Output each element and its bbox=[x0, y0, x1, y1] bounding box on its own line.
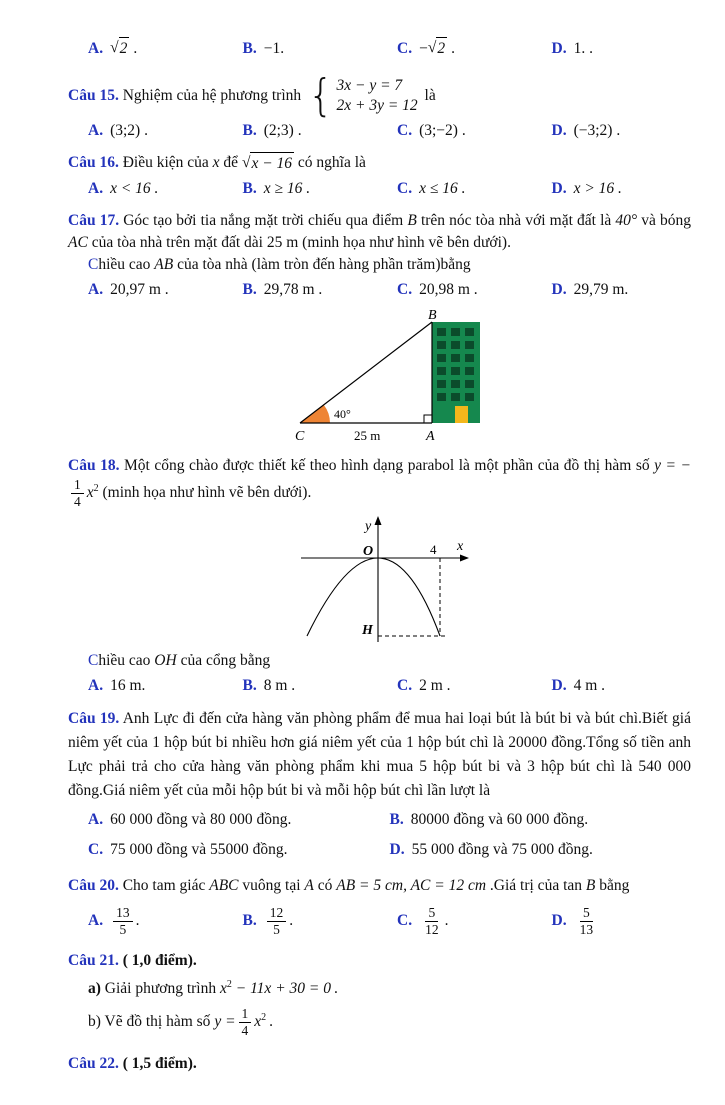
option-text: x < 16 . bbox=[110, 179, 159, 197]
question-17-stem bbox=[68, 210, 691, 254]
option-text: −1. bbox=[263, 39, 285, 57]
question-21 bbox=[68, 950, 691, 1039]
q17-option-b bbox=[243, 279, 398, 301]
question-16-stem bbox=[68, 152, 691, 175]
fraction bbox=[71, 477, 84, 510]
sentence-period: . bbox=[333, 979, 338, 997]
points-note: ( 1,5 điểm). bbox=[122, 1054, 197, 1072]
sqrt-expression bbox=[110, 37, 129, 60]
question-20 bbox=[68, 875, 691, 938]
lead-letter: C bbox=[88, 651, 99, 669]
right-angle-marker bbox=[424, 415, 432, 423]
question-18 bbox=[68, 455, 691, 697]
points-note: ( 1,0 điểm). bbox=[122, 951, 197, 969]
option-text: (3;−2) . bbox=[419, 121, 466, 139]
question-label: Câu 16. bbox=[68, 153, 119, 171]
sqrt-sign: √ bbox=[427, 39, 437, 56]
option-label: B. bbox=[242, 179, 257, 197]
q17-option-a bbox=[88, 279, 243, 301]
option-text: 60 000 đồng và 80 000 đồng. bbox=[110, 810, 292, 828]
option-label: D. bbox=[551, 280, 567, 298]
parabola-curve bbox=[307, 558, 440, 636]
equation-variable: x bbox=[219, 979, 227, 997]
triangle-hypotenuse bbox=[300, 322, 432, 423]
subline-text: hiều cao bbox=[98, 651, 151, 669]
question-label: Câu 19. bbox=[68, 709, 120, 727]
part-a-label: a) bbox=[88, 979, 101, 997]
question-text-tail: bằng bbox=[599, 876, 630, 894]
fraction-denominator: 5 bbox=[273, 921, 280, 937]
option-text: 20,98 m . bbox=[419, 280, 478, 298]
q20-option-b bbox=[243, 905, 398, 938]
q17-options bbox=[68, 279, 691, 301]
point-H-label: H bbox=[362, 622, 373, 638]
equation-rest: − 11x + 30 = 0 bbox=[235, 979, 331, 997]
option-label: C. bbox=[397, 39, 413, 57]
option-text: 55 000 đồng và 75 000 đồng. bbox=[411, 840, 593, 858]
question-21b bbox=[68, 1006, 691, 1039]
part-a-text: Giải phương trình bbox=[104, 979, 217, 997]
sentence-period: . bbox=[269, 1012, 274, 1030]
option-text: 20,97 m . bbox=[110, 280, 169, 298]
option-label: A. bbox=[88, 676, 104, 694]
lead-letter: C bbox=[88, 255, 99, 273]
option-label: D. bbox=[389, 840, 405, 858]
question-label: Câu 17. bbox=[68, 211, 120, 229]
question-22 bbox=[68, 1053, 691, 1075]
question-text: trên nóc tòa nhà với mặt đất là bbox=[420, 211, 612, 229]
option-label: A. bbox=[88, 280, 104, 298]
option-text: 2 m . bbox=[419, 676, 451, 694]
question-text: Điều kiện của bbox=[122, 153, 209, 171]
q14-option-c bbox=[397, 37, 552, 60]
fraction-numerator: 1 bbox=[239, 1006, 252, 1023]
formula-variable: x bbox=[86, 483, 94, 501]
q15-option-a bbox=[88, 120, 243, 142]
formula-prefix: y = bbox=[214, 1012, 236, 1030]
question-16 bbox=[68, 152, 691, 200]
fraction bbox=[577, 905, 597, 938]
subline-text: hiều cao bbox=[98, 255, 151, 273]
option-text: 1. . bbox=[573, 39, 593, 57]
q15-option-b bbox=[243, 120, 398, 142]
q17-option-d bbox=[552, 279, 629, 301]
variable-x: x bbox=[212, 153, 220, 171]
sqrt-sign: √ bbox=[241, 153, 251, 171]
q20-option-c bbox=[397, 905, 552, 938]
option-label: B. bbox=[242, 39, 257, 57]
question-label: Câu 15. bbox=[68, 87, 119, 105]
q15-option-d bbox=[552, 120, 621, 142]
question-18-stem bbox=[68, 455, 691, 510]
tick-4-label: 4 bbox=[430, 541, 437, 557]
option-text: (2;3) . bbox=[263, 121, 302, 139]
option-label: B. bbox=[242, 121, 257, 139]
q16-option-a bbox=[88, 178, 243, 200]
x-axis-label: x bbox=[457, 538, 464, 554]
vertex-A-label: A bbox=[426, 428, 435, 444]
fraction-numerator: 5 bbox=[580, 905, 593, 922]
point-B: B bbox=[407, 211, 417, 229]
q18-option-c bbox=[397, 675, 552, 697]
question-22-title bbox=[68, 1053, 691, 1075]
angle-B: B bbox=[585, 876, 596, 894]
question-label: Câu 21. bbox=[68, 951, 119, 969]
sqrt-radicand: 2 bbox=[436, 37, 447, 60]
segment-AB: AB bbox=[154, 255, 174, 273]
question-label: Câu 22. bbox=[68, 1054, 119, 1072]
sqrt-expression bbox=[242, 152, 294, 175]
fraction bbox=[239, 1006, 252, 1039]
q15-option-c bbox=[397, 120, 552, 142]
segment-OH: OH bbox=[154, 651, 177, 669]
option-label: A. bbox=[88, 912, 104, 930]
option-label: A. bbox=[88, 39, 104, 57]
option-text: 16 m. bbox=[110, 676, 146, 694]
q20-option-a bbox=[88, 905, 243, 938]
option-label: A. bbox=[88, 810, 104, 828]
base-length-label: 25 m bbox=[354, 427, 381, 443]
option-label: A. bbox=[88, 121, 104, 139]
option-text: x ≥ 16 . bbox=[263, 179, 311, 197]
question-text: vuông tại bbox=[242, 876, 301, 894]
option-text: 8 m . bbox=[263, 676, 296, 694]
question-text: để bbox=[223, 153, 239, 171]
option-label: C. bbox=[88, 840, 104, 858]
question-15-stem bbox=[68, 71, 691, 122]
vertex-A: A bbox=[304, 876, 314, 894]
question-text: Anh Lực đi đến cửa hàng văn phòng phẩm để mua hai loại bút là bút bi và bút chì.Biết giá niêm yết của 1 hộp bút bi nhiều hơn giá niêm yết của 1 hộp bút chì là 20000 đồng.Tổng số tiền anh Lực phải trả cho cửa hàng văn phòng phẩm khi mua 5 hộp bút bi và 3 hộp bút chì là 540 000 đồng.Giá niêm yết của mỗi hộp bút bi và mỗi hộp bút chì lần lượt là bbox=[68, 709, 691, 799]
option-text: (−3;2) . bbox=[573, 121, 621, 139]
q18-option-b bbox=[243, 675, 398, 697]
segment-AC: AC bbox=[68, 233, 88, 251]
q18-options bbox=[68, 675, 691, 697]
q20-options bbox=[68, 905, 691, 938]
y-axis-arrow bbox=[375, 516, 382, 525]
fraction-numerator: 13 bbox=[113, 905, 133, 922]
option-label: D. bbox=[551, 121, 567, 139]
question-17-subline bbox=[68, 254, 691, 276]
question-text: và bóng bbox=[641, 211, 692, 229]
question-text-tail: có nghĩa là bbox=[297, 153, 366, 171]
equation-2: 2x + 3y = 12 bbox=[336, 97, 418, 115]
option-label: B. bbox=[389, 810, 404, 828]
formula-variable: x bbox=[254, 1012, 262, 1030]
option-text: 80000 đồng và 60 000 đồng. bbox=[410, 810, 589, 828]
question-21a bbox=[68, 978, 691, 1000]
angle-value: 40° bbox=[615, 211, 638, 229]
option-suffix: . bbox=[133, 39, 138, 57]
option-label: B. bbox=[242, 912, 257, 930]
option-label: C. bbox=[397, 121, 413, 139]
fraction-numerator: 12 bbox=[267, 905, 287, 922]
subline-text-tail: của tòa nhà (làm tròn đến hàng phần trăm)bằng bbox=[177, 255, 471, 273]
building-door bbox=[455, 406, 468, 423]
option-label: D. bbox=[551, 676, 567, 694]
q15-options bbox=[68, 120, 691, 142]
option-text: x > 16 . bbox=[573, 179, 622, 197]
x-axis-arrow bbox=[460, 554, 469, 561]
question-text-tail: (minh họa như hình vẽ bên dưới). bbox=[102, 483, 312, 501]
formula-exponent: 2 bbox=[93, 482, 99, 494]
sqrt-sign: √ bbox=[110, 39, 119, 56]
sqrt-expression bbox=[428, 37, 447, 60]
q19-option-c bbox=[88, 839, 390, 861]
fraction bbox=[113, 905, 133, 938]
q17-option-c bbox=[397, 279, 552, 301]
option-suffix: . bbox=[444, 912, 449, 930]
vertex-B-label: B bbox=[428, 308, 437, 323]
system-brace: { bbox=[308, 71, 334, 122]
question-19 bbox=[68, 707, 691, 861]
option-text: 4 m . bbox=[573, 676, 606, 694]
question-text: Góc tạo bởi tia nắng mặt trời chiếu qua điểm bbox=[123, 211, 404, 229]
option-suffix: . bbox=[135, 912, 140, 930]
option-text: 29,79 m. bbox=[573, 280, 629, 298]
question-20-stem bbox=[68, 875, 691, 897]
question-21-title bbox=[68, 950, 691, 972]
question-text-tail: của tòa nhà trên mặt đất dài 25 m (minh họa như hình vẽ bên dưới). bbox=[91, 233, 511, 251]
q14-option-d bbox=[552, 37, 593, 60]
option-text: 29,78 m . bbox=[263, 280, 323, 298]
option-label: D. bbox=[551, 912, 567, 930]
part-b-text: Vẽ đồ thị hàm số bbox=[104, 1012, 211, 1030]
q16-option-b bbox=[243, 178, 398, 200]
q14-option-a bbox=[88, 37, 243, 60]
origin-label: O bbox=[363, 543, 374, 559]
q20-option-d bbox=[552, 905, 600, 938]
question-text-tail: là bbox=[424, 87, 436, 105]
q19-options-row2 bbox=[68, 839, 691, 861]
q14-options bbox=[68, 37, 691, 60]
option-label: C. bbox=[397, 280, 413, 298]
figure-building-triangle bbox=[290, 309, 490, 445]
angle-label: 40° bbox=[334, 406, 351, 421]
q19-options-row1 bbox=[68, 809, 691, 831]
figure-parabola bbox=[295, 514, 477, 646]
fraction-numerator: 1 bbox=[71, 477, 84, 494]
option-text: 75 000 đồng và 55000 đồng. bbox=[110, 840, 288, 858]
triangle-ABC: ABC bbox=[209, 876, 239, 894]
q19-option-a bbox=[88, 809, 390, 831]
formula-prefix: y = − bbox=[654, 456, 691, 474]
option-label: C. bbox=[397, 676, 413, 694]
option-text: (3;2) . bbox=[110, 121, 148, 139]
option-label: B. bbox=[242, 676, 257, 694]
option-label: B. bbox=[242, 280, 257, 298]
question-label: Câu 20. bbox=[68, 876, 119, 894]
question-18-subline bbox=[68, 650, 691, 672]
q19-option-b bbox=[390, 809, 692, 831]
q19-option-d bbox=[390, 839, 692, 861]
option-label: A. bbox=[88, 179, 104, 197]
sqrt-radicand: x − 16 bbox=[250, 152, 294, 175]
q16-option-c bbox=[397, 178, 552, 200]
question-19-stem bbox=[68, 707, 691, 803]
question-label: Câu 18. bbox=[68, 456, 120, 474]
side-lengths: AB = 5 cm, AC = 12 cm bbox=[336, 876, 487, 894]
equation-1: 3x − y = 7 bbox=[336, 77, 403, 94]
question-text: Một cổng chào được thiết kế theo hình dạng parabol là một phần của đồ thị hàm số bbox=[124, 456, 650, 474]
part-b-label: b) bbox=[88, 1012, 101, 1030]
question-15 bbox=[68, 71, 691, 142]
q18-option-d bbox=[552, 675, 606, 697]
question-text: Cho tam giác bbox=[122, 876, 206, 894]
question-text: .Giá trị của tan bbox=[489, 876, 583, 894]
y-axis-label: y bbox=[365, 518, 372, 534]
option-label: C. bbox=[397, 179, 413, 197]
fraction bbox=[422, 905, 442, 938]
option-suffix: . bbox=[451, 39, 455, 57]
option-suffix: . bbox=[289, 912, 294, 930]
option-label: C. bbox=[397, 912, 413, 930]
option-text: x ≤ 16 . bbox=[419, 179, 466, 197]
minus-sign: − bbox=[419, 39, 428, 57]
vertex-C-label: C bbox=[295, 428, 305, 444]
fraction-denominator: 5 bbox=[119, 921, 127, 937]
fraction bbox=[267, 905, 287, 938]
fraction-denominator: 12 bbox=[425, 921, 439, 937]
q16-option-d bbox=[552, 178, 622, 200]
equation-exponent: 2 bbox=[226, 978, 232, 990]
sqrt-radicand: 2 bbox=[119, 37, 130, 60]
fraction-numerator: 5 bbox=[425, 905, 438, 922]
fraction-denominator: 4 bbox=[241, 1022, 249, 1038]
question-text: Nghiệm của hệ phương trình bbox=[122, 87, 302, 105]
fraction-denominator: 4 bbox=[74, 493, 81, 509]
q16-options bbox=[68, 178, 691, 200]
option-label: D. bbox=[551, 179, 567, 197]
question-text: có bbox=[317, 876, 333, 894]
q18-option-a bbox=[88, 675, 243, 697]
formula-exponent: 2 bbox=[261, 1011, 267, 1023]
option-label: D. bbox=[551, 39, 567, 57]
q14-option-b bbox=[243, 37, 398, 60]
subline-text-tail: của cổng bằng bbox=[180, 651, 271, 669]
question-17 bbox=[68, 210, 691, 445]
equation-system bbox=[308, 71, 418, 122]
fraction-denominator: 13 bbox=[579, 921, 594, 937]
